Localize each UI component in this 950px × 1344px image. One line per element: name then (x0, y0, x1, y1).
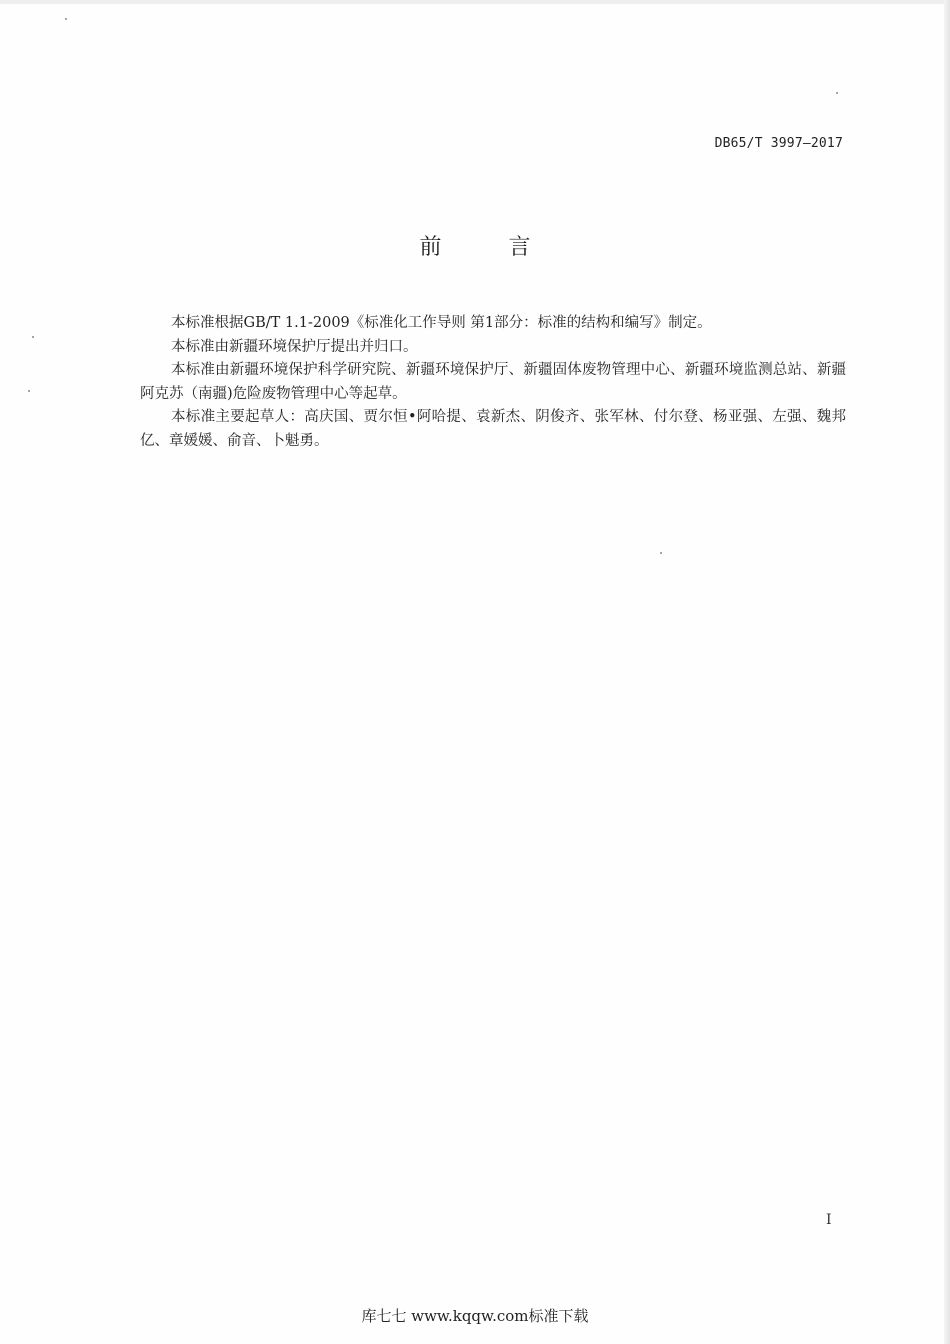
scan-edge-right (944, 0, 950, 1344)
page-title: 前 言 (419, 235, 561, 260)
scan-speck (28, 390, 30, 392)
paragraph-drafting-units: 本标准由新疆环境保护科学研究院、新疆环境保护厅、新疆固体废物管理中心、新疆环境监测总站、新疆阿克苏（南疆)危险废物管理中心等起草。 (140, 362, 846, 402)
document-code: DB65/T 3997—2017 (714, 136, 843, 151)
paragraph-proposer: 本标准由新疆环境保护厅提出并归口。 (171, 338, 418, 355)
footer-watermark-text: 库七七 www.kqqw.com标准下载 (361, 1307, 589, 1325)
page-number: I (826, 1212, 832, 1228)
scan-speck (32, 336, 34, 338)
scan-speck (660, 552, 662, 554)
scan-edge-top (0, 0, 950, 4)
paragraph-drafters: 本标准主要起草人：高庆国、贾尔恒•阿哈提、袁新杰、阴俊齐、张军林、付尔登、杨亚强、左强、魏邦亿、章媛媛、俞音、卜魁勇。 (140, 409, 846, 449)
scan-speck (65, 18, 67, 20)
scan-speck (836, 92, 838, 94)
foreword-body (140, 312, 846, 453)
paragraph-basis: 本标准根据GB/T 1.1-2009《标准化工作导则 第1部分：标准的结构和编写》制定。 (171, 315, 712, 331)
